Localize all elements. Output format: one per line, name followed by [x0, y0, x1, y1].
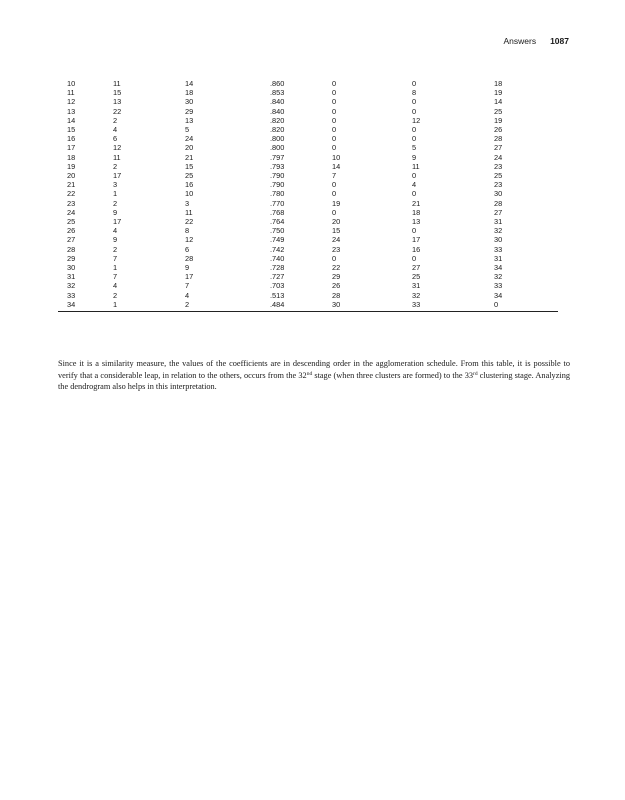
table-cell: 17	[113, 171, 122, 181]
table-cell: 7	[185, 281, 190, 291]
table-cell: 14	[185, 79, 194, 88]
table-cell: 12	[185, 235, 194, 245]
table-cell: .749	[270, 235, 285, 245]
table-cell: 11	[113, 152, 121, 162]
table-cell: 27	[494, 207, 503, 217]
table-cell: 2	[113, 115, 118, 125]
table-cell: 31	[494, 253, 503, 263]
table-cell: 3	[185, 198, 190, 208]
table-row	[58, 272, 558, 281]
table-cell: 20	[67, 171, 76, 181]
table-cell: 27	[494, 143, 503, 153]
table-cell: 13	[185, 115, 194, 125]
table-cell: 32	[494, 272, 503, 282]
table-row	[58, 263, 558, 272]
table-cell: 4	[113, 125, 118, 135]
table-row	[58, 235, 558, 244]
page-number: 1087	[550, 36, 569, 46]
table-cell: 13	[412, 217, 421, 227]
table-cell: 20	[185, 143, 194, 153]
table-cell: 28	[494, 198, 503, 208]
table-cell: .750	[270, 226, 285, 236]
table-cell: 18	[494, 79, 503, 88]
table-cell: 17	[67, 143, 76, 153]
table-cell: 11	[113, 79, 121, 88]
table-cell: .768	[270, 207, 285, 217]
table-cell: 17	[185, 272, 194, 282]
table-cell: 14	[494, 97, 503, 107]
table-cell: 24	[332, 235, 341, 245]
table-cell: 12	[67, 97, 76, 107]
table-cell: 16	[67, 134, 76, 144]
table-cell: 32	[67, 281, 76, 291]
table-cell: 25	[412, 272, 421, 282]
table-cell: 2	[113, 198, 118, 208]
table-cell: 18	[185, 88, 194, 98]
table-cell: 14	[67, 115, 76, 125]
table-cell: 0	[412, 226, 417, 236]
table-cell: 10	[185, 189, 194, 199]
table-cell: 0	[332, 207, 337, 217]
table-cell: 29	[185, 106, 194, 116]
table-row	[58, 134, 558, 143]
table-cell: .727	[270, 272, 285, 282]
paragraph-text-2: stage (when three clusters are formed) to the 33	[312, 370, 473, 380]
table-cell: 11	[67, 88, 75, 98]
table-cell: 27	[412, 263, 421, 273]
agglomeration-schedule-table	[58, 79, 558, 312]
table-cell: 0	[412, 79, 417, 88]
table-cell: 28	[67, 244, 76, 254]
table-cell: 2	[113, 244, 118, 254]
table-cell: 15	[332, 226, 341, 236]
table-row	[58, 226, 558, 235]
table-row	[58, 107, 558, 116]
table-cell: 9	[412, 152, 417, 162]
table-cell: 0	[412, 189, 417, 199]
table-row	[58, 180, 558, 189]
table-cell: 25	[494, 106, 503, 116]
table-cell: .790	[270, 171, 285, 181]
table-cell: 8	[185, 226, 190, 236]
table-row	[58, 291, 558, 300]
table-cell: 33	[67, 290, 76, 300]
table-cell: .740	[270, 253, 285, 263]
table-cell: 32	[494, 226, 503, 236]
table-cell: 31	[67, 272, 76, 282]
table-cell: .728	[270, 263, 285, 273]
table-cell: 2	[185, 299, 190, 309]
table-cell: 16	[412, 244, 421, 254]
table-cell: 30	[67, 263, 76, 273]
table-cell: 0	[332, 106, 337, 116]
table-cell: 0	[412, 171, 417, 181]
table-cell: .840	[270, 97, 285, 107]
table-cell: 0	[332, 79, 337, 88]
table-cell: .703	[270, 281, 285, 291]
table-cell: .790	[270, 180, 285, 190]
table-row	[58, 143, 558, 152]
table-cell: 10	[332, 152, 341, 162]
table-cell: 34	[67, 299, 76, 309]
table-row	[58, 116, 558, 125]
table-cell: 1	[113, 189, 118, 199]
table-cell: .513	[270, 290, 285, 300]
table-row	[58, 254, 558, 263]
table-cell: 25	[494, 171, 503, 181]
table-cell: 9	[185, 263, 190, 273]
table-cell: 21	[185, 152, 194, 162]
running-header	[503, 36, 569, 46]
table-cell: 2	[113, 161, 118, 171]
table-cell: 25	[185, 171, 194, 181]
table-cell: .860	[270, 79, 285, 88]
table-row	[58, 199, 558, 208]
table-cell: 33	[494, 244, 503, 254]
table-cell: 22	[113, 106, 122, 116]
table-cell: 4	[185, 290, 190, 300]
table-cell: 21	[412, 198, 421, 208]
table-cell: 15	[185, 161, 194, 171]
table-cell: 0	[412, 125, 417, 135]
table-cell: .484	[270, 299, 285, 309]
table-cell: 24	[67, 207, 76, 217]
table-cell: 34	[494, 290, 503, 300]
table-cell: 3	[113, 180, 118, 190]
table-cell: 33	[412, 299, 421, 309]
table-cell: 10	[67, 79, 76, 88]
table-cell: 12	[412, 115, 421, 125]
table-cell: .820	[270, 125, 285, 135]
table-cell: 30	[494, 235, 503, 245]
table-cell: 20	[332, 217, 341, 227]
table-cell: 33	[494, 281, 503, 291]
table-cell: .793	[270, 161, 285, 171]
table-cell: 0	[332, 125, 337, 135]
table-cell: 7	[113, 253, 118, 263]
table-cell: 17	[113, 217, 122, 227]
table-cell: 34	[494, 263, 503, 273]
table-cell: 25	[67, 217, 76, 227]
table-cell: 26	[494, 125, 503, 135]
table-cell: .764	[270, 217, 285, 227]
table-cell: 9	[113, 235, 118, 245]
table-cell: 0	[494, 299, 499, 309]
table-cell: 24	[185, 134, 194, 144]
table-row	[58, 125, 558, 134]
table-cell: 0	[332, 253, 337, 263]
table-cell: 6	[185, 244, 190, 254]
table-cell: 0	[412, 106, 417, 116]
table-cell: 29	[332, 272, 341, 282]
table-cell: 8	[412, 88, 417, 98]
table-cell: 30	[185, 97, 194, 107]
table-cell: 19	[67, 161, 76, 171]
table-cell: 30	[494, 189, 503, 199]
table-cell: 5	[412, 143, 417, 153]
table-cell: 17	[412, 235, 421, 245]
table-cell: 0	[332, 189, 337, 199]
table-cell: 1	[113, 299, 118, 309]
table-row	[58, 88, 558, 97]
table-cell: 16	[185, 180, 194, 190]
table-cell: 12	[113, 143, 122, 153]
table-cell: 11	[412, 161, 420, 171]
table-cell: .797	[270, 152, 285, 162]
table-body	[58, 79, 558, 309]
table-cell: 9	[113, 207, 118, 217]
table-cell: 15	[67, 125, 76, 135]
table-cell: 19	[494, 115, 503, 125]
table-cell: .820	[270, 115, 285, 125]
table-cell: 23	[494, 161, 503, 171]
paragraph-text-1: Since it is a similarity measure, the values of the coefficients are in descending order in the agglomeration schedule. From this table, it is possible to verify that a considerable leap, in relation to the others, occurs from the 32	[58, 359, 570, 380]
table-cell: 4	[113, 226, 118, 236]
table-cell: 11	[185, 207, 193, 217]
table-cell: 0	[332, 134, 337, 144]
table-cell: .853	[270, 88, 285, 98]
table-row	[58, 97, 558, 106]
table-cell: 2	[113, 290, 118, 300]
table-row	[58, 217, 558, 226]
table-cell: 24	[494, 152, 503, 162]
table-cell: 28	[332, 290, 341, 300]
table-cell: 1	[113, 263, 118, 273]
table-cell: 18	[412, 207, 421, 217]
table-cell: 30	[332, 299, 341, 309]
table-bottom-rule	[58, 311, 558, 312]
superscript-rd: rd	[473, 370, 478, 377]
table-row	[58, 300, 558, 309]
table-cell: 22	[185, 217, 194, 227]
table-row	[58, 189, 558, 198]
table-cell: 0	[332, 97, 337, 107]
table-cell: 4	[113, 281, 118, 291]
table-cell: 21	[67, 180, 76, 190]
table-cell: 23	[494, 180, 503, 190]
table-cell: 4	[412, 180, 417, 190]
table-cell: 0	[332, 115, 337, 125]
table-cell: 0	[412, 134, 417, 144]
table-cell: 7	[113, 272, 118, 282]
body-paragraph	[58, 358, 570, 393]
table-row	[58, 162, 558, 171]
table-cell: 32	[412, 290, 421, 300]
table-cell: 23	[332, 244, 341, 254]
table-cell: .800	[270, 134, 285, 144]
table-cell: 13	[113, 97, 122, 107]
table-cell: .780	[270, 189, 285, 199]
table-cell: 27	[67, 235, 76, 245]
table-cell: .840	[270, 106, 285, 116]
table-cell: 19	[494, 88, 503, 98]
table-cell: 0	[412, 253, 417, 263]
table-cell: 0	[332, 180, 337, 190]
table-cell: 29	[67, 253, 76, 263]
table-cell: 28	[185, 253, 194, 263]
table-cell: .800	[270, 143, 285, 153]
table-cell: 13	[67, 106, 76, 116]
table-cell: 26	[332, 281, 341, 291]
table-cell: .742	[270, 244, 285, 254]
table-cell: 6	[113, 134, 118, 144]
section-title: Answers	[503, 36, 537, 46]
paragraph-text-3: clustering stage. Analyzing the dendrogram also helps in this interpretation.	[58, 370, 570, 392]
table-row	[58, 245, 558, 254]
table-row	[58, 79, 558, 88]
table-row	[58, 281, 558, 290]
table-cell: 26	[67, 226, 76, 236]
table-row	[58, 171, 558, 180]
table-cell: 0	[412, 97, 417, 107]
table-cell: 31	[412, 281, 421, 291]
table-cell: 7	[332, 171, 337, 181]
table-cell: 22	[67, 189, 76, 199]
table-row	[58, 208, 558, 217]
table-cell: 0	[332, 143, 337, 153]
table-cell: 5	[185, 125, 190, 135]
table-cell: 19	[332, 198, 341, 208]
superscript-nd: nd	[306, 370, 313, 377]
table-cell: 23	[67, 198, 76, 208]
table-cell: 14	[332, 161, 341, 171]
table-cell: 0	[332, 88, 337, 98]
table-cell: .770	[270, 198, 285, 208]
table-cell: 22	[332, 263, 341, 273]
table-row	[58, 153, 558, 162]
table-cell: 28	[494, 134, 503, 144]
table-cell: 31	[494, 217, 503, 227]
table-cell: 18	[67, 152, 76, 162]
table-cell: 15	[113, 88, 122, 98]
